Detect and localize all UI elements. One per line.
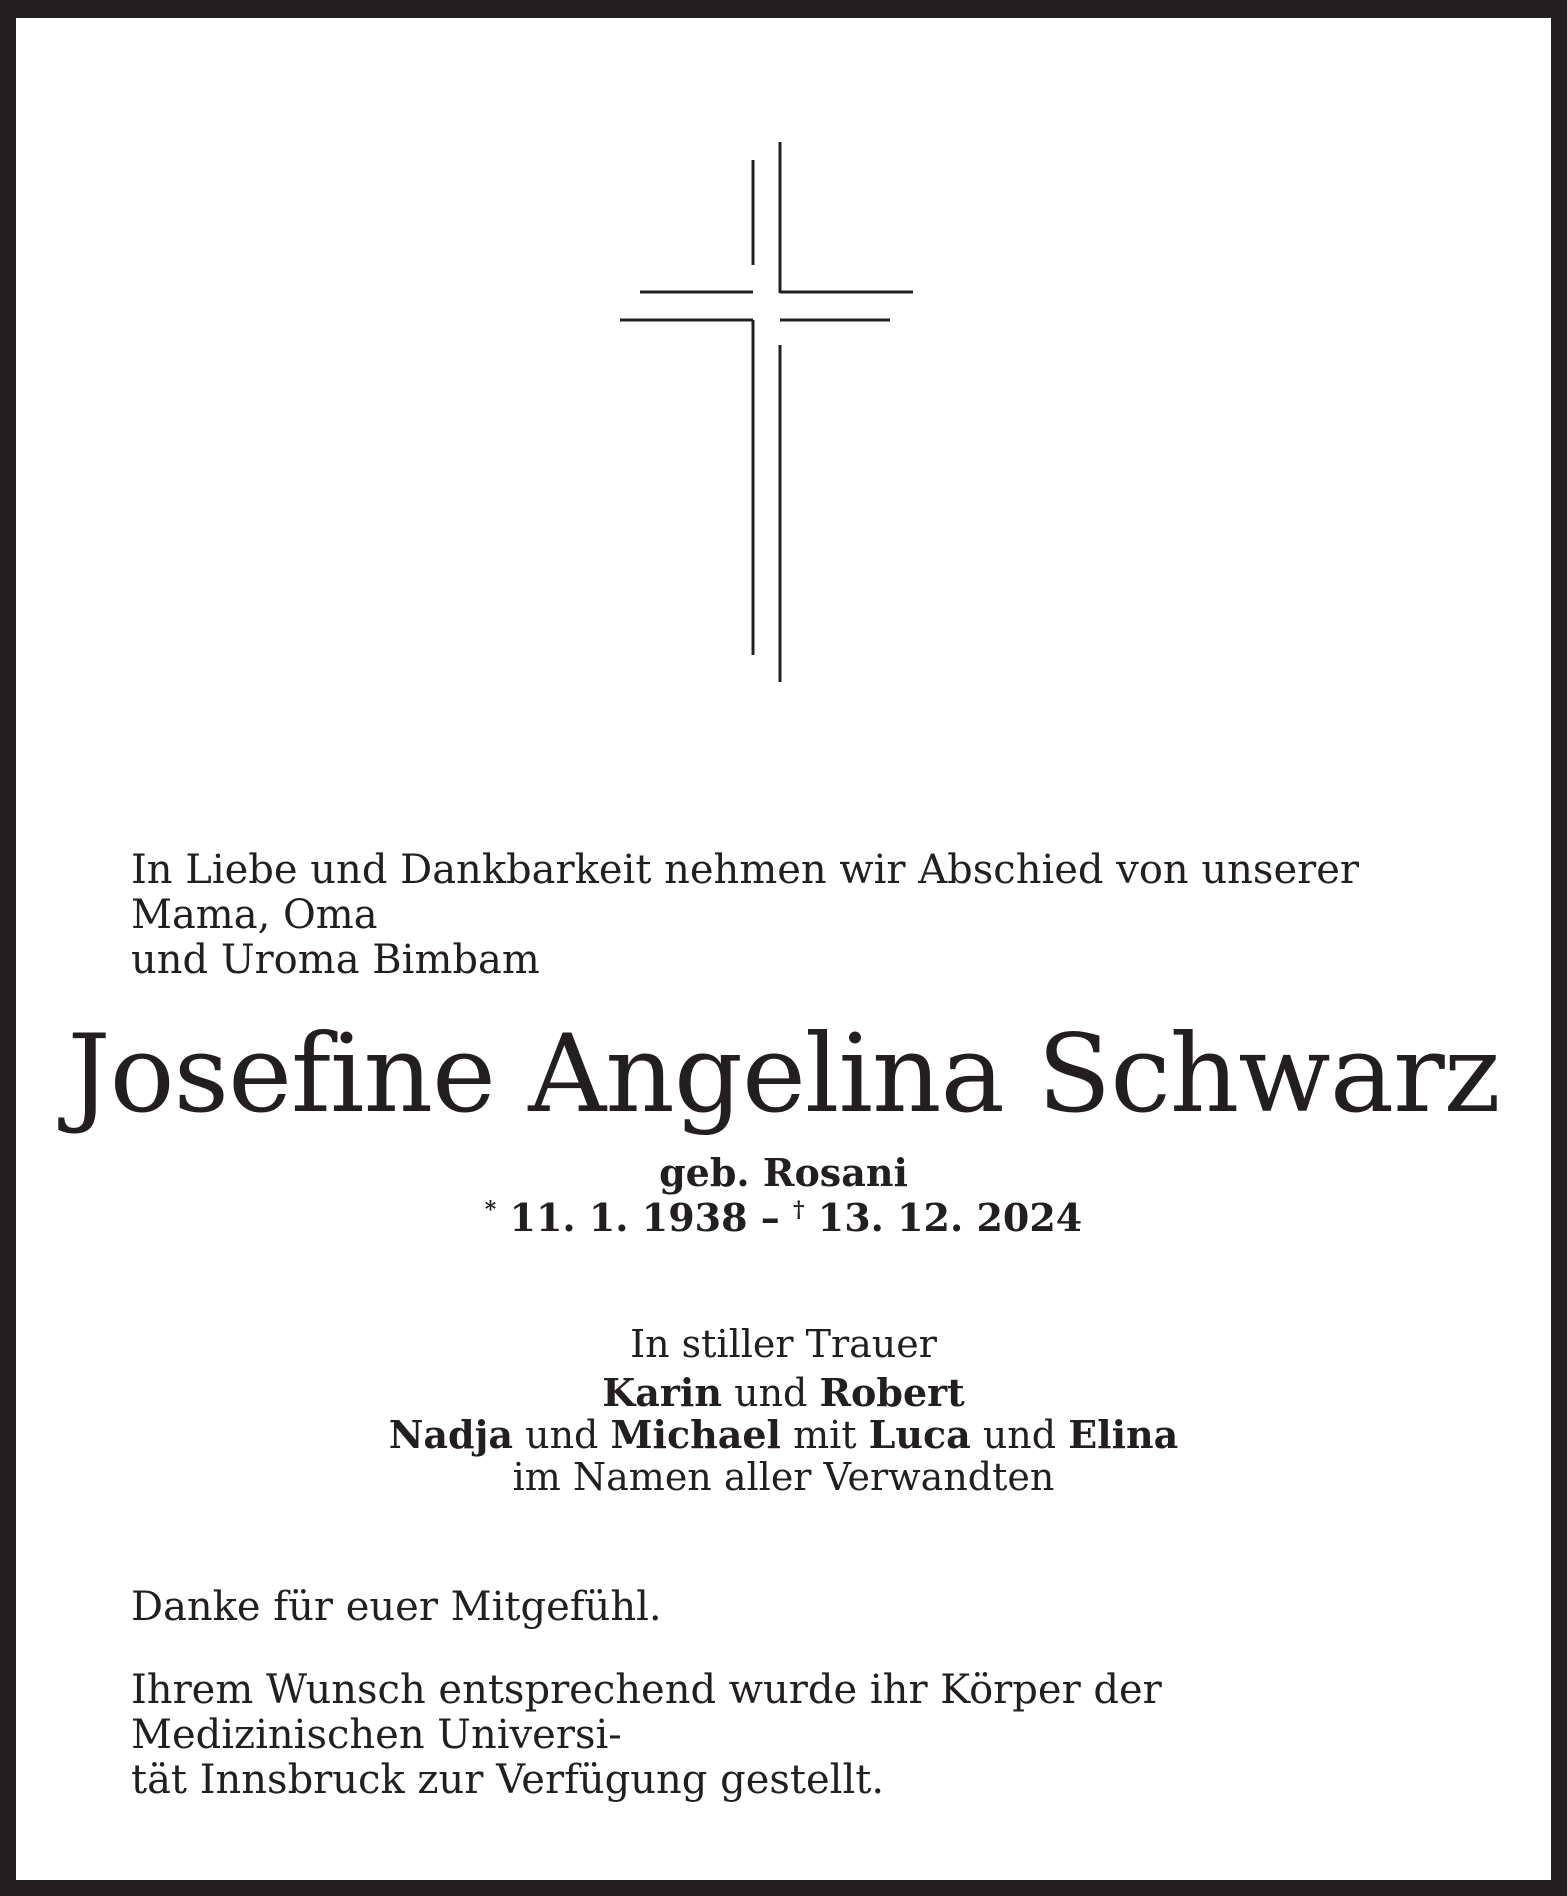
conjunction: und xyxy=(734,1371,808,1415)
death-date: 13. 12. 2024 xyxy=(817,1195,1083,1240)
conjunction: und xyxy=(982,1413,1057,1457)
mourners-heading: In stiller Trauer xyxy=(630,1322,937,1366)
deceased-name: Josefine Angelina Schwarz xyxy=(67,1012,1500,1137)
mourner-name: Luca xyxy=(868,1412,971,1457)
life-dates xyxy=(0,1197,1567,1239)
conjunction: und xyxy=(525,1413,599,1457)
wish-text xyxy=(131,1668,1451,1803)
death-symbol: † xyxy=(793,1197,805,1223)
date-separator: – xyxy=(760,1195,780,1240)
conjunction: mit xyxy=(793,1413,857,1457)
thanks-text: Danke für euer Mitgefühl. xyxy=(131,1584,662,1630)
wish-line-1: Ihrem Wunsch entsprechend wurde ihr Körper der Medizinischen Universi- xyxy=(131,1667,1162,1758)
mourners-line-3: im Namen aller Verwandten xyxy=(512,1455,1055,1499)
wish-line-2: tät Innsbruck zur Verfügung gestellt. xyxy=(131,1757,885,1803)
mourner-name: Karin xyxy=(602,1370,722,1415)
mourners-line-2 xyxy=(0,1414,1567,1456)
mourners-line-1 xyxy=(0,1372,1567,1414)
double-line-cross-icon xyxy=(615,140,915,685)
mourner-name: Nadja xyxy=(388,1412,513,1457)
mourner-name: Michael xyxy=(610,1412,781,1457)
birth-symbol: * xyxy=(484,1197,497,1223)
mourner-name: Elina xyxy=(1068,1412,1179,1457)
intro-text xyxy=(131,848,1451,983)
intro-line-2: und Uroma Bimbam xyxy=(131,937,540,983)
mourner-name: Robert xyxy=(819,1370,965,1415)
intro-line-1: In Liebe und Dankbarkeit nehmen wir Abschied von unserer Mama, Oma xyxy=(131,847,1360,938)
birth-date: 11. 1. 1938 xyxy=(509,1195,748,1240)
maiden-name: geb. Rosani xyxy=(659,1150,908,1195)
